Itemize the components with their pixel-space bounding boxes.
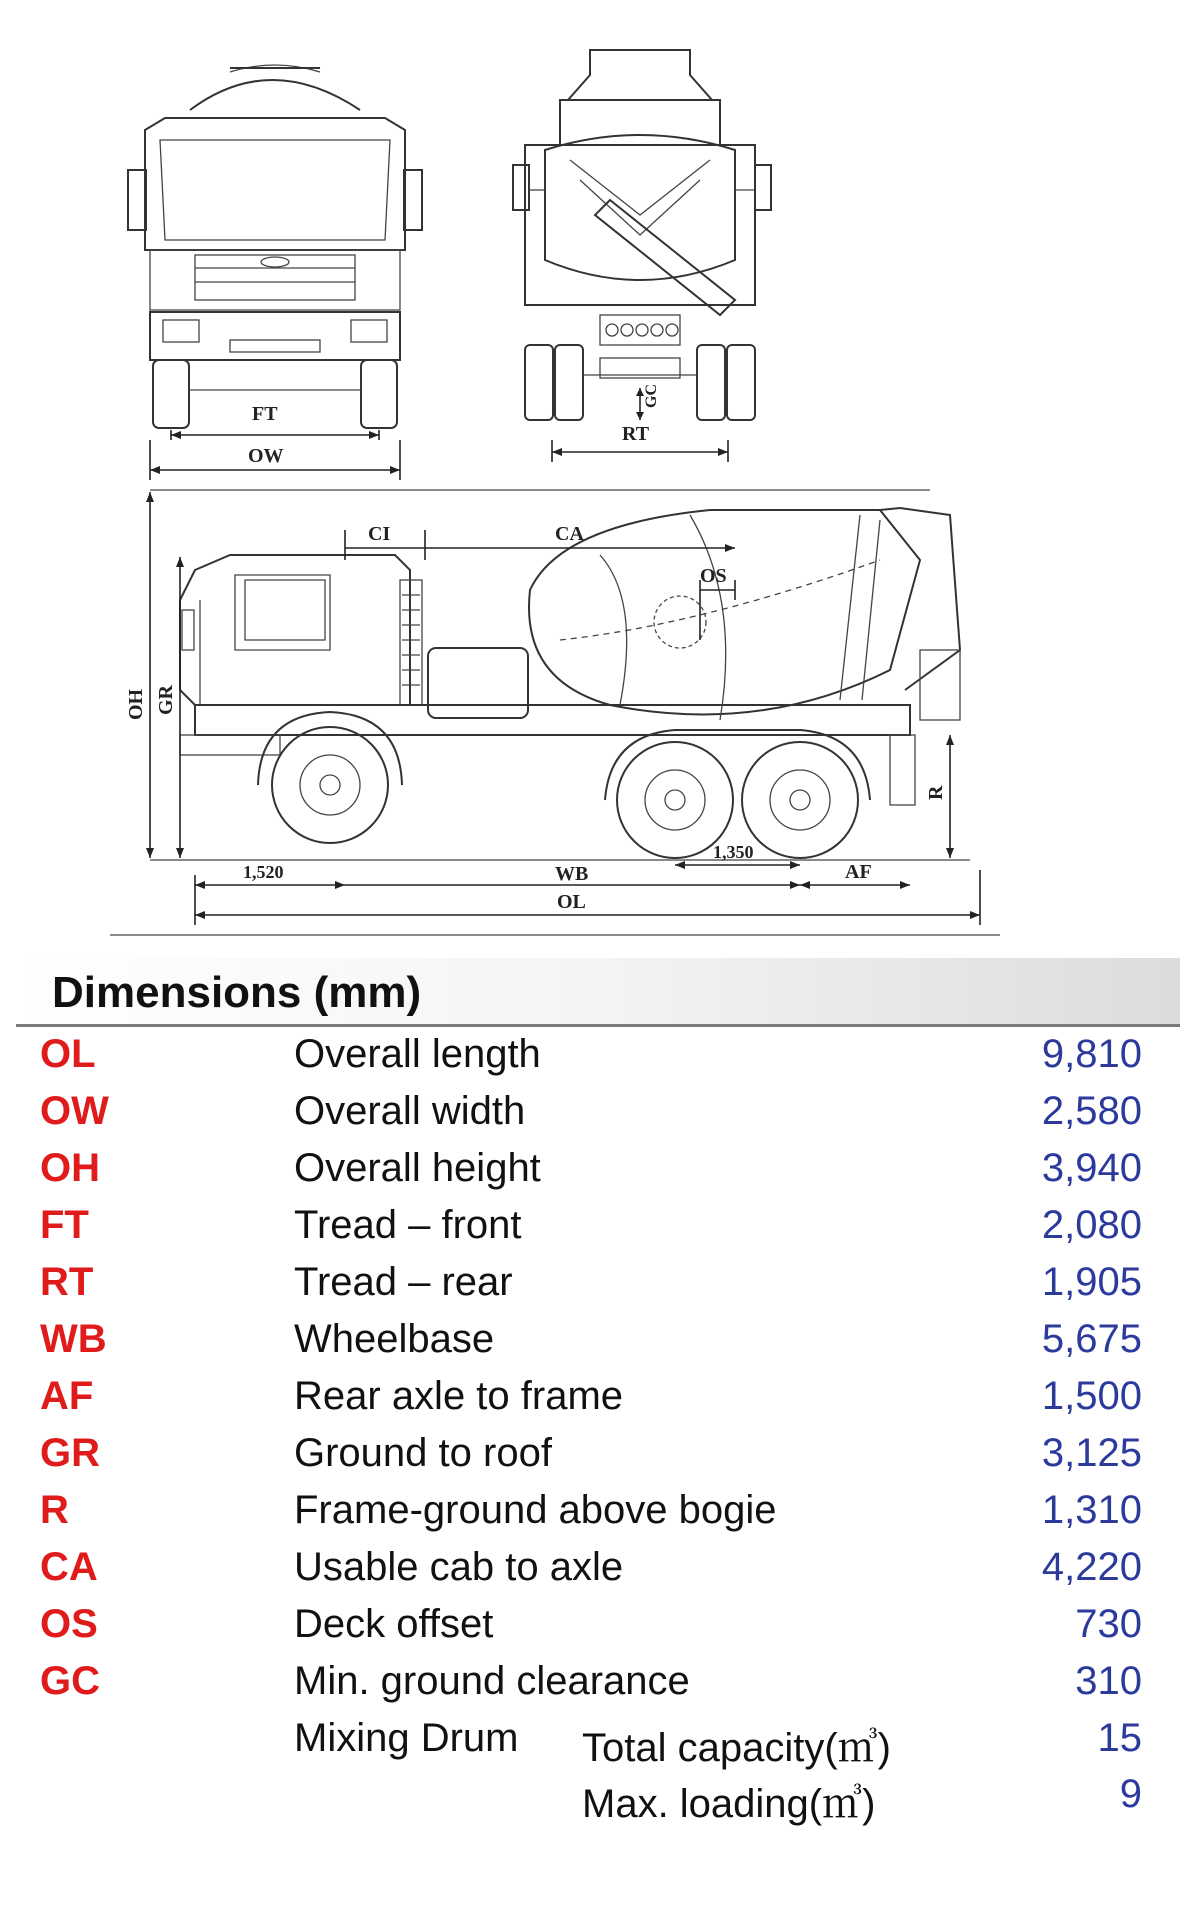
row-code: OH	[40, 1146, 100, 1190]
label-ow: OW	[248, 445, 284, 467]
mixing-drum-capacity-row	[0, 1716, 1200, 1773]
label-af: AF	[845, 861, 872, 883]
cubic-meter-unit: ㎥	[837, 1725, 878, 1770]
row-label: Overall height	[294, 1146, 541, 1190]
table-row	[0, 1146, 1200, 1203]
row-value: 3,125	[1041, 1431, 1142, 1475]
label-1350: 1,350	[713, 842, 754, 862]
table-row	[0, 1089, 1200, 1146]
row-value: 310	[1075, 1659, 1142, 1703]
label-oh: OH	[125, 688, 147, 720]
truck-technical-drawing	[0, 0, 1200, 950]
row-label: Overall length	[294, 1032, 541, 1076]
row-code: FT	[40, 1203, 89, 1247]
label-os: OS	[700, 565, 727, 587]
max-loading-label: Max. loading(㎥)	[582, 1781, 876, 1826]
table-row	[0, 1488, 1200, 1545]
label-ft: FT	[252, 403, 278, 425]
total-capacity-label: Total capacity(㎥)	[582, 1725, 891, 1770]
table-row	[0, 1659, 1200, 1716]
cubic-meter-unit: ㎥	[822, 1781, 863, 1826]
row-code: GR	[40, 1431, 100, 1475]
row-label: Ground to roof	[294, 1431, 552, 1475]
row-code: WB	[40, 1317, 107, 1361]
total-capacity-value: 15	[1097, 1716, 1142, 1760]
row-label: Usable cab to axle	[294, 1545, 624, 1589]
table-row	[0, 1032, 1200, 1089]
mixing-drum-loading-row	[0, 1772, 1200, 1829]
rear-view	[513, 50, 771, 420]
mixing-drum-label: Mixing Drum	[294, 1716, 519, 1760]
row-value: 2,080	[1041, 1203, 1142, 1247]
row-code: AF	[40, 1374, 94, 1418]
row-label: Min. ground clearance	[294, 1659, 690, 1703]
label-ol: OL	[557, 891, 586, 913]
row-label: Tread – front	[294, 1203, 522, 1247]
table-row	[0, 1431, 1200, 1488]
front-view	[128, 65, 422, 428]
table-row	[0, 1602, 1200, 1659]
row-value: 5,675	[1041, 1317, 1142, 1361]
label-wb: WB	[555, 863, 589, 885]
row-value: 9,810	[1041, 1032, 1142, 1076]
row-label: Overall width	[294, 1089, 526, 1133]
label-ca: CA	[555, 523, 584, 545]
dimensions-header	[16, 958, 1180, 1027]
row-value: 1,500	[1041, 1374, 1142, 1418]
row-value: 1,905	[1041, 1260, 1142, 1304]
row-code: OL	[40, 1032, 96, 1076]
table-row	[0, 1545, 1200, 1602]
label-1520: 1,520	[243, 862, 284, 882]
row-value: 3,940	[1041, 1146, 1142, 1190]
row-label: Frame-ground above bogie	[294, 1488, 777, 1532]
label-gr: GR	[155, 685, 177, 715]
section-title: Dimensions (mm)	[52, 968, 422, 1017]
label-rt: RT	[622, 423, 650, 445]
row-label: Tread – rear	[294, 1260, 513, 1304]
table-row	[0, 1374, 1200, 1431]
row-label: Wheelbase	[294, 1317, 495, 1361]
row-label: Rear axle to frame	[294, 1374, 624, 1418]
table-row	[0, 1260, 1200, 1317]
row-code: OS	[40, 1602, 98, 1646]
row-label: Deck offset	[294, 1602, 494, 1646]
row-value: 730	[1075, 1602, 1142, 1646]
table-row	[0, 1203, 1200, 1260]
row-code: R	[40, 1488, 69, 1532]
label-gc: GC	[643, 384, 660, 408]
row-code: CA	[40, 1545, 98, 1589]
row-code: OW	[40, 1089, 109, 1133]
row-value: 1,310	[1041, 1488, 1142, 1532]
table-row	[0, 1317, 1200, 1374]
row-code: RT	[40, 1260, 94, 1304]
label-r: R	[925, 785, 947, 800]
row-value: 4,220	[1041, 1545, 1142, 1589]
row-value: 2,580	[1041, 1089, 1142, 1133]
label-ci: CI	[368, 523, 391, 545]
row-code: GC	[40, 1659, 100, 1703]
max-loading-value: 9	[1119, 1772, 1142, 1816]
